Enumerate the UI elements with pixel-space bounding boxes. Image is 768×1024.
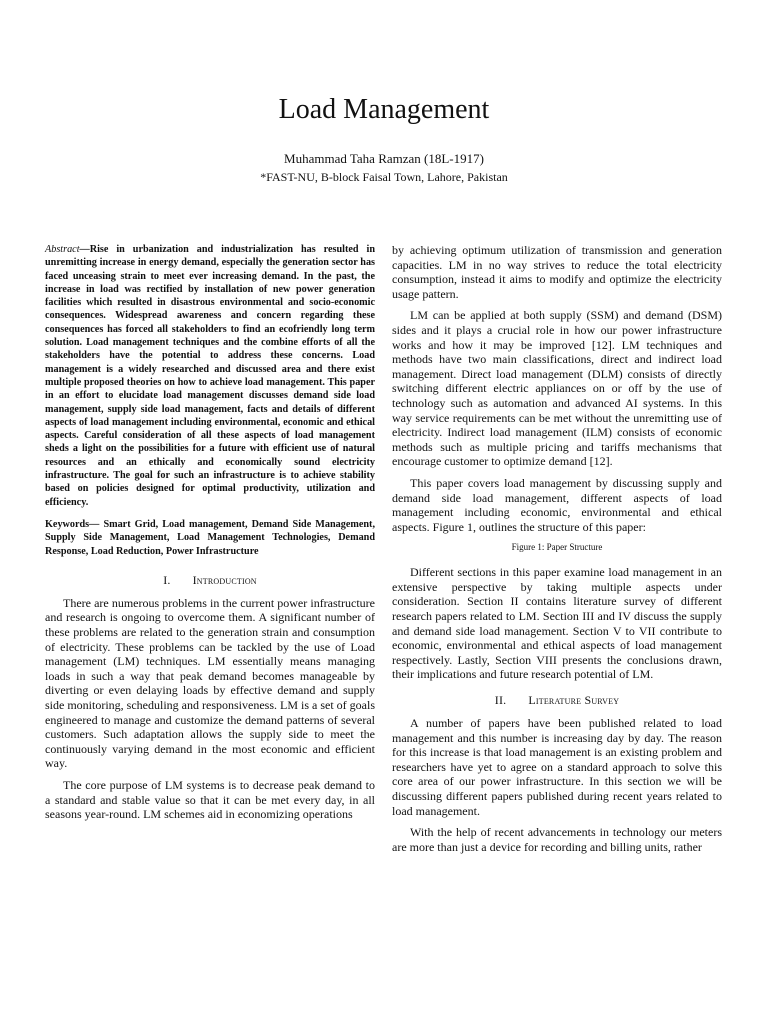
section-heading-introduction [45,572,375,588]
author-line: Muhammad Taha Ramzan (18L-1917) [284,151,484,166]
abstract-dash: — [79,244,90,255]
keywords [45,518,375,558]
section-number: I. [163,572,171,587]
intro-paragraph-3: LM can be applied at both supply (SSM) and demand (DSM) sides and it plays a crucial role in how our power infrastructure works and how it may be improved [12]. LM techniques and methods have two main classifications, direct and indirect load management. Direct load management (DLM) consists of directly switching different electric appliances on or off by the use of technology such as automation and advanced AI systems. In this way service requirements can be met without the unremitting use of electricity. Indirect load management (ILM) consists of economic methods such as multiple pricing and tariffs mechanisms that encourage customer to optimize demand [12]. [392,308,722,469]
figure-caption: Figure 1: Paper Structure [511,542,603,553]
section-number: II. [494,693,507,708]
abstract [45,243,375,509]
section-title: Introduction [192,572,257,587]
intro-paragraph-2: The core purpose of LM systems is to decrease peak demand to a standard and stable value so that it can be met every day, in all seasons year-round. LM schemes aid in economizing operations [45,777,375,822]
intro-paragraph-continuation: by achieving optimum utilization of transmission and generation capacities. LM in no way strives to reduce the total electricity consumption, instead it aims to modify and optimize the electricity usage pattern. [392,243,722,301]
keywords-text: Smart Grid, Load management, Demand Side Management, Supply Side Management, Load Management Technologies, Demand Response, Load Reduction, Power Infrastructure [45,518,375,557]
literature-paragraph-1: A number of papers have been published related to load management and this number is increasing day by day. The reason for this increase is that load management is an existing problem and researchers have yet to agree on a standard approach to solve this core area of our power infrastructure. In this section we will be discussing different papers published during recent years related to load management. [392,716,722,818]
abstract-text: Rise in urbanization and industrialization has resulted in unremitting increase in energy demand, especially the generation sector has faced unceasing strain to meet ever increasing demand. In the past, the increase in load was rectified by installation of new power generation facilities which resulted in disastrous environmental and socio-economic consequences. Widespread awareness and concern regarding these consequences has forced all stakeholders to find an ecofriendly long term solution. Load management techniques and the combine efforts of all the stakeholders have the potential to address these concerns. Load management is a widely researched and discussed area and there exist multiple proposed theories on how to achieve load management. This paper in an effort to elucidate load management discusses demand side load management, supply side load management, facts and details of different aspects of load management including environmental, economic and ethical aspects. Careful consideration of all these aspects of load management sheds a light on the possibilities for a future with efficient use of natural resources and an ethically and economically sound electricity infrastructure. The goal for such an infrastructure is to achieve stability based on policies designed for optimal productivity, utilization and efficiency. [45,244,375,508]
abstract-label: Abstract [45,244,80,255]
literature-paragraph-2: With the help of recent advancements in technology our meters are more than just a device for recording and billing units, rather [392,825,722,854]
section-title: Literature Survey [528,693,620,708]
right-column [392,243,722,861]
affiliation-line: *FAST-NU, B-block Faisal Town, Lahore, Pakistan [260,170,508,184]
keywords-label: Keywords— [45,518,100,530]
intro-paragraph-1: There are numerous problems in the current power infrastructure and research is ongoing to overcome them. A significant number of these problems are related to the generation strain and consumption of electricity. These problems can be tackled by the use of Load management (LM) techniques. LM essentially means managing loads in such a way that peak demand becomes manageable by diverting or even delaying loads by effective demand and supply side monitoring, scheduling and responsiveness. LM is a set of goals engineered to manage and customize the demand patterns of several customers. Such adaptation allows the supply side to meet the continuously varying demand in the most economic and efficient way. [45,595,375,771]
section-heading-literature-survey [392,692,722,708]
paper-title: Load Management [278,94,490,125]
intro-paragraph-5: Different sections in this paper examine load management in an extensive perspective by taking multiple aspects under consideration. Section II contains literature survey of different research papers related to LM. Section III and IV discuss the supply and demand side load management. Section V to VII contribute to economic, environmental and ethical aspects of load management respectively. Lastly, Section VIII presents the conclusions drawn, their implications and future research potential of LM. [392,565,722,682]
left-column [45,243,375,829]
intro-paragraph-4: This paper covers load management by discussing supply and demand side load management, different aspects of load management including economic, environmental and ethical aspects. Figure 1, outlines the structure of this paper: [392,475,722,534]
